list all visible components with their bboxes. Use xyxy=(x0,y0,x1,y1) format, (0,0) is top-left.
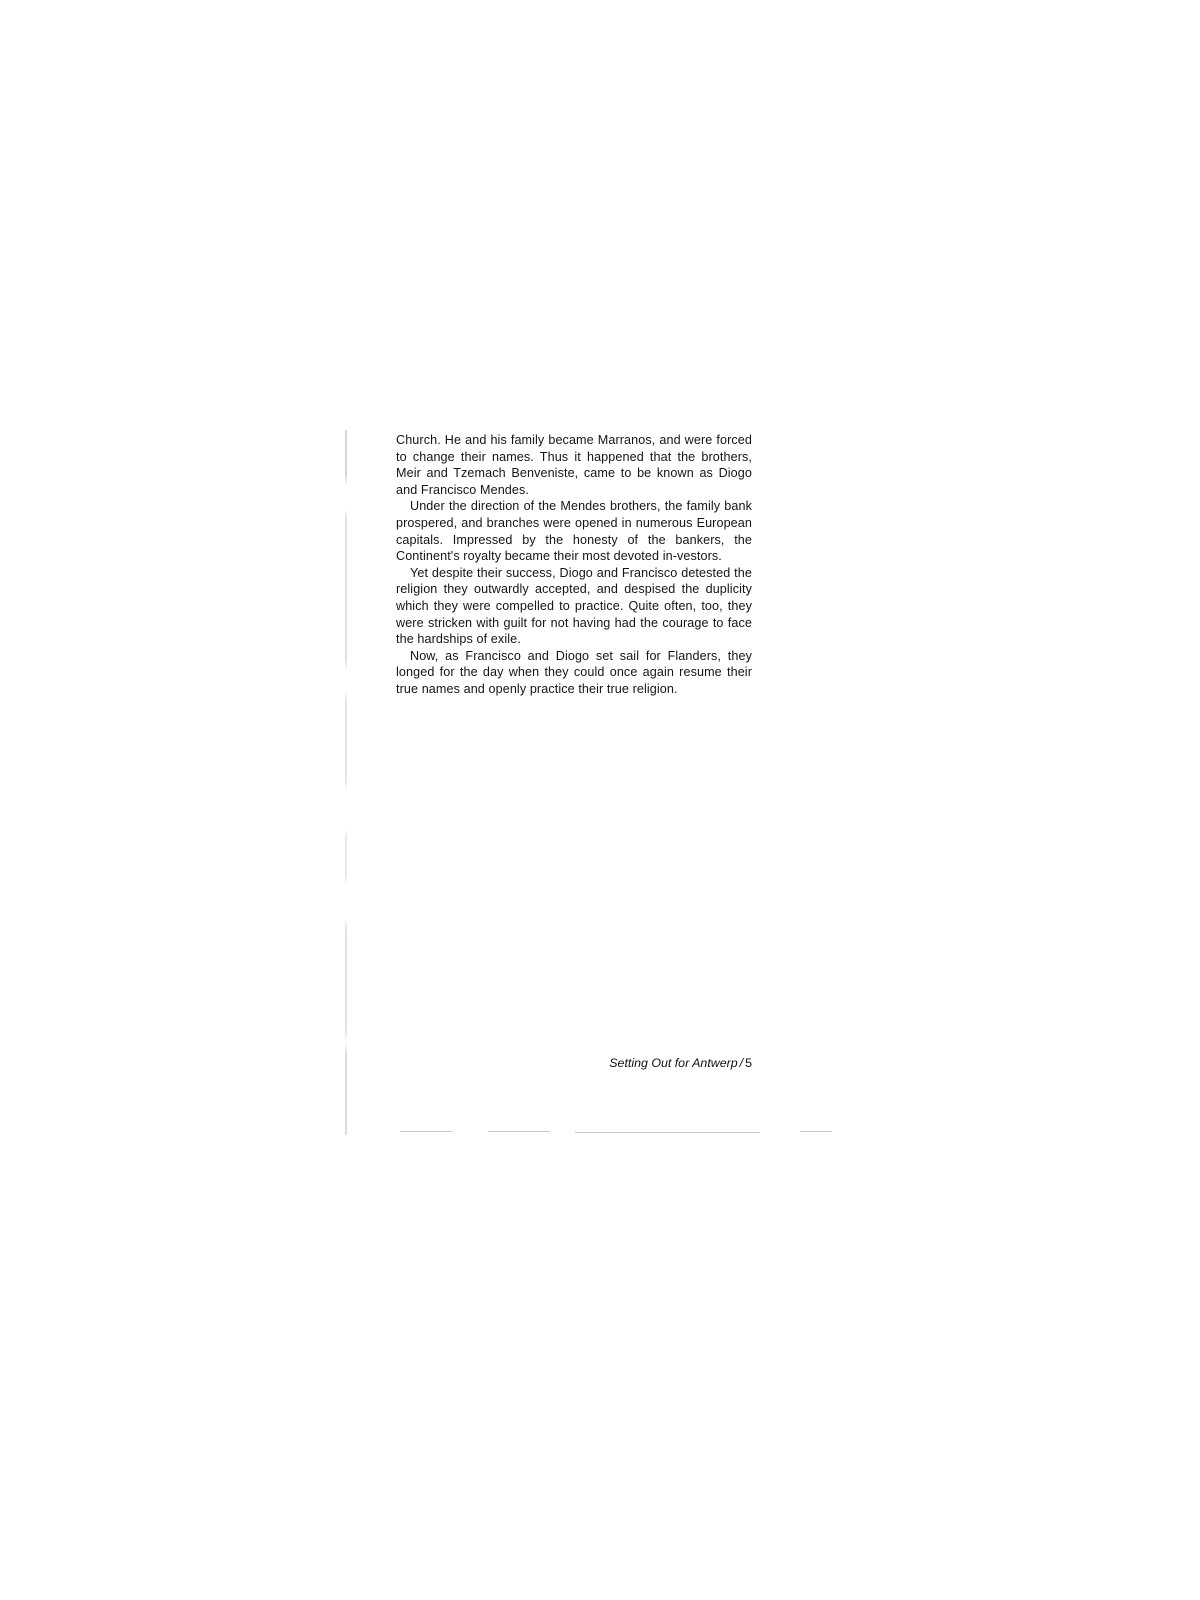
running-footer-chapter-title: Setting Out for Antwerp xyxy=(609,1056,738,1070)
paragraph-4: Now, as Francisco and Diogo set sail for Flanders, they longed for the day when they could once again resume their true names and openly practice their true religion. xyxy=(396,648,752,696)
paragraph-3: Yet despite their success, Diogo and Francisco detested the religion they outwardly accepted, and despised the duplicity which they were compelled to practice. Quite often, too, they were stricken with guilt for not having had the courage to face the hardships of exile. xyxy=(396,565,752,647)
paragraph-1: Church. He and his family became Marranos, and were forced to change their names. Thus it happened that the brothers, Meir and Tzemach Benveniste, came to be known as Diogo and Francisco Mendes. xyxy=(396,433,752,497)
page-gutter-shadow xyxy=(345,430,347,1135)
running-footer xyxy=(396,1056,752,1070)
page-number: 5 xyxy=(745,1056,752,1070)
page-bottom-scan-artifact xyxy=(400,1131,840,1134)
running-footer-separator: / xyxy=(739,1056,744,1070)
body-text-block xyxy=(396,432,752,698)
paragraph-2: Under the direction of the Mendes brothers, the family bank prospered, and branches were opened in numerous European capitals. Impressed by the honesty of the bankers, the Continent's royalty became their most devoted in-vestors. xyxy=(396,499,752,564)
